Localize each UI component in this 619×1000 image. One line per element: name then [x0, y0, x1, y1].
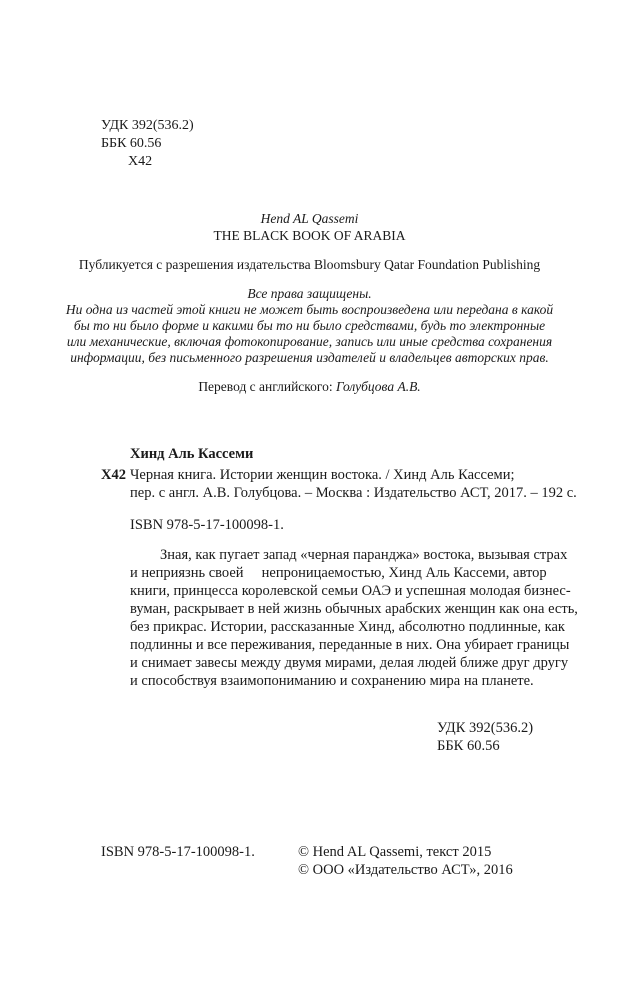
rights-line-1: Ни одна из частей этой книги не может быть воспроизведена или передана в какой	[65, 302, 554, 317]
rights-title: Все права защищены.	[247, 286, 372, 301]
annotation-line-7: и снимает завесы между двумя мирами, делая людей ближе друг другу	[130, 655, 569, 671]
annotation-line-4: вуман, раскрывает в ней жизнь обычных арабских женщин как она есть,	[130, 601, 578, 617]
annotation-line-6: подлинны и все переживания, переданные в них. Она убирает границы	[130, 637, 570, 653]
rights-line-3: или механические, включая фотокопирование, запись или иные средства сохранения	[66, 334, 553, 349]
footer-udk-code: УДК 392(536.2)	[437, 720, 534, 736]
catalog-mark: Х42	[101, 467, 126, 483]
author-mark: Х42	[128, 154, 153, 169]
bbk-code: ББК 60.56	[101, 136, 162, 151]
permission-note: Публикуется с разрешения издательства Bloomsbury Qatar Foundation Publishing	[78, 257, 541, 272]
original-title: THE BLACK BOOK OF ARABIA	[213, 228, 406, 243]
rights-line-4: информации, без письменного разрешения издателей и владельцев авторских прав.	[70, 350, 549, 365]
translation-label: Перевод с английского:	[198, 379, 333, 394]
translation-note	[0, 379, 619, 395]
annotation-line-2: и неприязнь своей непроницаемостью, Хинд Аль Кассеми, автор	[130, 565, 547, 581]
catalog-isbn: ISBN 978-5-17-100098-1.	[130, 517, 284, 533]
catalog-description-1	[130, 466, 522, 484]
original-author: Hend AL Qassemi	[260, 211, 359, 226]
udk-code: УДК 392(536.2)	[101, 118, 194, 133]
rights-line-2: бы то ни было форме и какими бы то ни было средствами, будь то электронные	[73, 318, 546, 333]
translator-name: Голубцова А.В.	[336, 379, 421, 394]
annotation-line-1: Зная, как пугает запад «черная паранджа» востока, вызывая страх	[160, 547, 568, 563]
catalog-description-2: пер. с англ. А.В. Голубцова. – Москва : Издательство АСТ, 2017. – 192 с.	[130, 485, 577, 501]
annotation-line-3: книги, принцесса королевской семьи ОАЭ и успешная молодая бизнес-	[130, 583, 571, 599]
footer-bbk-code: ББК 60.56	[437, 738, 500, 754]
catalog-desc-text-1: Черная книга. Истории женщин востока. / Хинд Аль Кассеми;	[130, 467, 515, 483]
copyright-author: © Hend AL Qassemi, текст 2015	[298, 844, 492, 860]
annotation-line-8: и способствуя взаимопониманию и сохранению мира на планете.	[130, 673, 534, 689]
copyright-publisher: © ООО «Издательство АСТ», 2016	[298, 862, 513, 878]
bottom-isbn: ISBN 978-5-17-100098-1.	[101, 844, 255, 860]
catalog-author: Хинд Аль Кассеми	[130, 446, 254, 462]
annotation-line-5: без прикрас. Истории, рассказанные Хинд, абсолютно подлинные, как	[130, 619, 565, 635]
